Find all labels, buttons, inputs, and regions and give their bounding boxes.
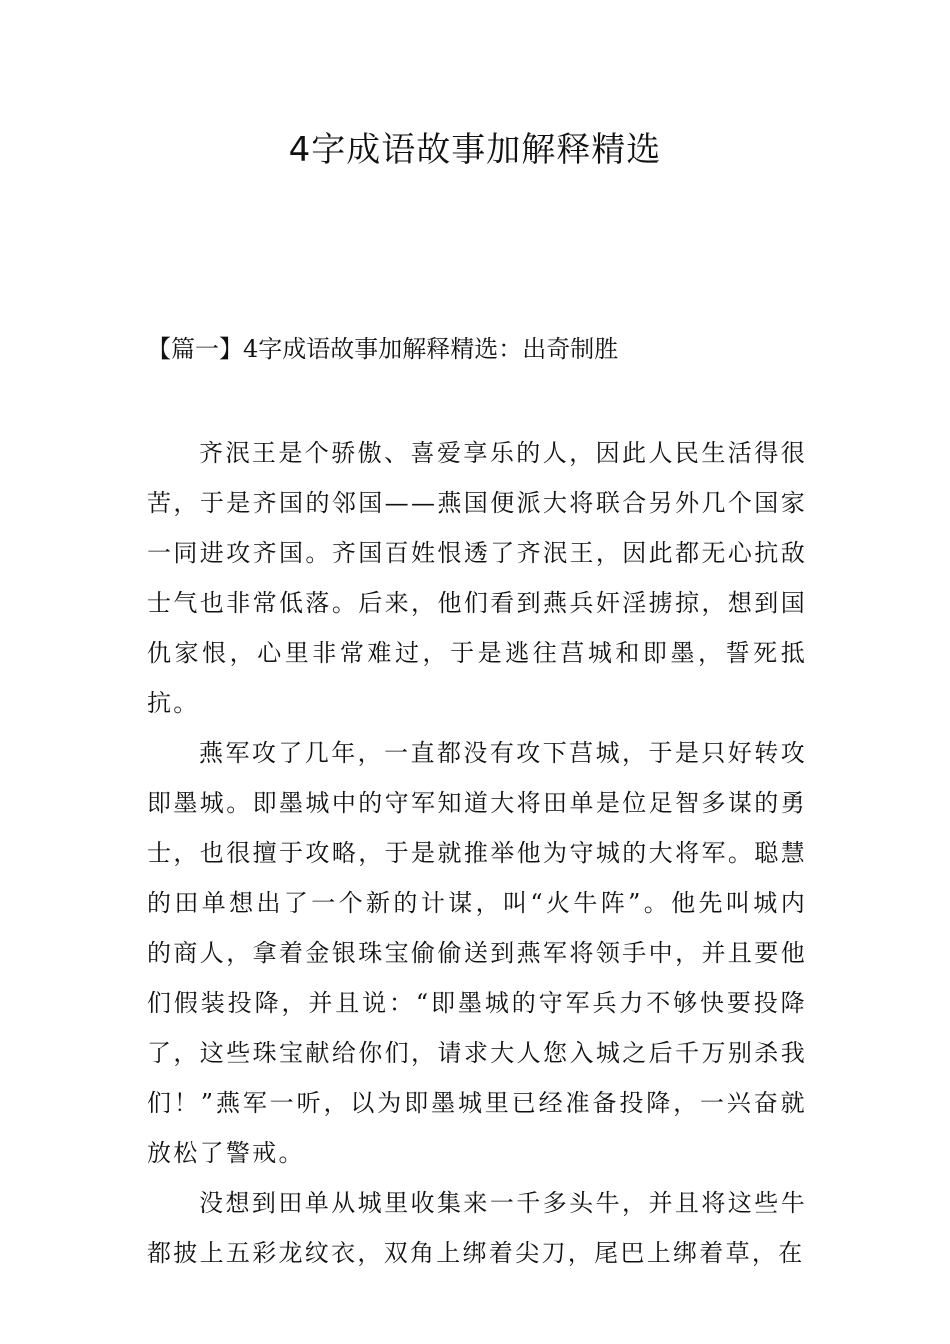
paragraph: 燕军攻了几年，一直都没有攻下莒城，于是只好转攻即墨城。即墨城中的守军知道大将田单是位足智多谋的勇士，也很擅于攻略，于是就推举他为守城的大将军。聪慧的田单想出了一个新的计谋，叫“火牛阵”。他先叫城内的商人，拿着金银珠宝偷偷送到燕军将领手中，并且要他们假装投降，并且说：“即墨城的守军兵力不够快要投降了，这些珠宝献给你们，请求大人您入城之后千万别杀我们！”燕军一听，以为即墨城里已经准备投降，一兴奋就放松了警戒。 (147, 739, 807, 1167)
paragraph: 齐泯王是个骄傲、喜爱享乐的人，因此人民生活得很苦，于是齐国的邻国——燕国便派大将联合另外几个国家一同进攻齐国。齐国百姓恨透了齐泯王，因此都无心抗敌士气也非常低落。后来，他们看到燕兵奸淫掳掠，想到国仇家恨，心里非常难过，于是逃往莒城和即墨，誓死抵抗。 (147, 439, 807, 717)
body-text (147, 428, 807, 1278)
document-title: 4字成语故事加解释精选 (288, 130, 662, 170)
section-heading: 【篇一】4字成语故事加解释精选：出奇制胜 (147, 335, 619, 363)
paragraph: 没想到田单从城里收集来一千多头牛，并且将这些牛都披上五彩龙纹衣，双角上绑着尖刀，尾巴上绑着草，在 (147, 1189, 807, 1267)
